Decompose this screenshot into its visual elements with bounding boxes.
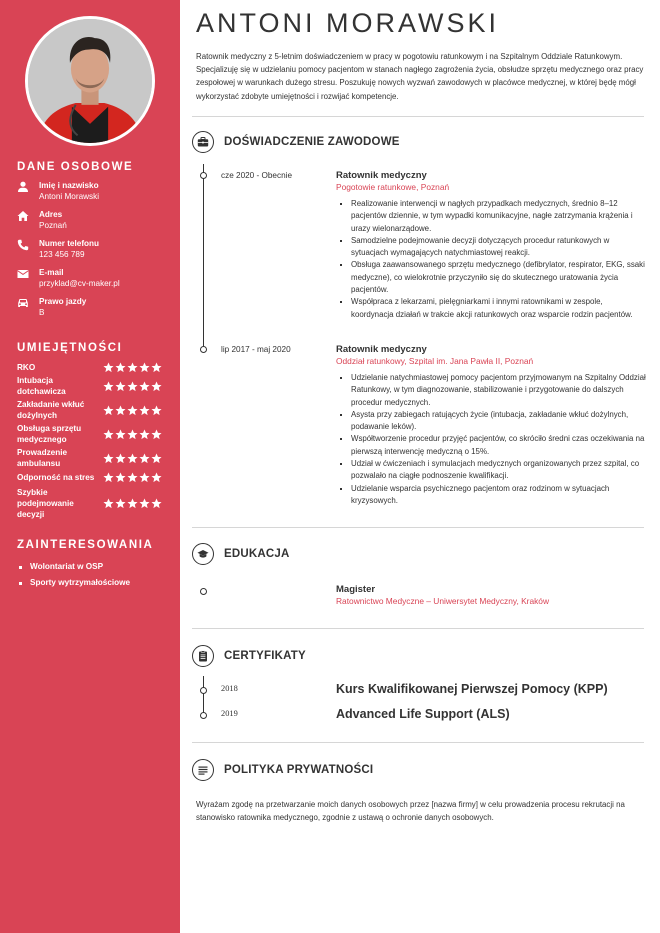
star-filled-icon [139, 453, 150, 464]
person-icon [17, 181, 39, 193]
job-entry [336, 170, 646, 321]
personal-data-list [17, 180, 177, 325]
skill-label: RKO [17, 362, 36, 372]
profile-photo [25, 16, 155, 146]
skill-item [17, 398, 162, 422]
personal-data-heading: DANE OSOBOWE [17, 161, 134, 173]
clipboard-icon [192, 645, 214, 667]
star-filled-icon [139, 381, 150, 392]
skill-item [17, 360, 162, 374]
star-filled-icon [103, 498, 114, 509]
interests-list [17, 559, 130, 591]
interest-item [17, 559, 130, 575]
main-content [180, 0, 660, 933]
briefcase-icon [192, 131, 214, 153]
education-degree: Magister [336, 584, 376, 595]
envelope-icon [17, 268, 39, 280]
education-title: EDUKACJA [224, 548, 290, 560]
job-bullet: Udzielanie natychmiastowej pomocy pacjentom przyjmowanym na Szpitalny Oddział Ratunkowy, w tym diagnozowanie, stabilizowanie i przygotowanie do dalszych procedur medycznych. [336, 372, 646, 409]
interest-label: Wolontariat w OSP [30, 562, 104, 571]
job-bullet: Udzielanie wsparcia psychicznego pacjentom oraz rodzinom w sytuacjach kryzysowych. [336, 483, 646, 508]
star-filled-icon [127, 498, 138, 509]
star-filled-icon [115, 453, 126, 464]
divider [192, 527, 644, 528]
education-school: Ratownictwo Medyczne – Uniwersytet Medyczny, Kraków [336, 596, 550, 606]
star-filled-icon [151, 472, 162, 483]
star-filled-icon [139, 472, 150, 483]
job-bullet: Obsługa zaawansowanego sprzętu medycznego (defibrylator, respirator, EKG, ssaki medyczne), co wielokrotnie przyczyniło się do skutecznego uratowania życia pacjentów. [336, 259, 646, 296]
personal-data-label: Imię i nazwisko [39, 181, 99, 190]
certificate-title: Kurs Kwalifikowanej Pierwszej Pomocy (KPP) [336, 682, 608, 696]
job-bullets [336, 198, 646, 321]
star-filled-icon [151, 381, 162, 392]
skill-rating [103, 472, 162, 483]
job-title: Ratownik medyczny [336, 344, 427, 355]
interests-heading: ZAINTERESOWANIA [17, 539, 154, 551]
star-filled-icon [115, 362, 126, 373]
job-bullet: Udział w ćwiczeniach i symulacjach medycznych organizowanych przez szpital, co pozwalało na ciągłe podnoszenie kwalifikacji. [336, 458, 646, 483]
timeline-node [200, 712, 207, 719]
personal-data-value: Antoni Morawski [39, 192, 100, 201]
skill-item [17, 485, 162, 521]
skill-rating [103, 405, 162, 416]
star-filled-icon [103, 381, 114, 392]
divider [192, 628, 644, 629]
skills-heading: UMIEJĘTNOŚCI [17, 342, 123, 354]
personal-data-value: Poznań [39, 221, 67, 230]
certificate-year: 2019 [221, 709, 238, 718]
job-dates: cze 2020 - Obecnie [221, 171, 293, 180]
bullet-icon [19, 566, 22, 569]
star-filled-icon [115, 429, 126, 440]
timeline-line [203, 164, 204, 346]
star-filled-icon [127, 453, 138, 464]
star-filled-icon [103, 453, 114, 464]
sidebar [0, 0, 180, 933]
timeline-node [200, 172, 207, 179]
skill-rating [103, 381, 162, 392]
personal-data-value: B [39, 308, 45, 317]
skill-label: Obsługa sprzętu medycznego [17, 424, 82, 444]
timeline-node [200, 346, 207, 353]
star-filled-icon [151, 498, 162, 509]
job-bullet: Asysta przy zabiegach ratujących życie (intubacja, zakładanie wkłuć dożylnych, podawanie leków). [336, 409, 646, 434]
interest-label: Sporty wytrzymałościowe [30, 578, 131, 587]
experience-section-header [192, 131, 400, 153]
job-bullet: Współtworzenie procedur przyjęć pacjentów, co skróciło średni czas oczekiwania na pierwszą interwencję medyczną o 15%. [336, 433, 646, 458]
certificate-year: 2018 [221, 684, 238, 693]
profile-summary: Ratownik medyczny z 5-letnim doświadczeniem w pracy w pogotowiu ratunkowym i na Szpitalnym Oddziale Ratunkowym. Specjalizuję się w udzielaniu pomocy pacjentom w stanach nagłego zagrożenia życia, obsłudze sprzętu medycznego oraz pracy zespołowej w warunkach dużego stresu. Poszukuję nowych wyzwań zawodowych w placówce medycznej, w której będę mógł wykorzystać zdobyte umiejętności i rozwijać kompetencje. [196, 52, 644, 101]
skills-list [17, 360, 162, 521]
star-filled-icon [127, 362, 138, 373]
personal-data-phone [17, 238, 177, 267]
job-title: Ratownik medyczny [336, 170, 427, 181]
star-filled-icon [103, 362, 114, 373]
graduation-cap-icon [192, 543, 214, 565]
skill-rating [103, 429, 162, 440]
privacy-section-header [192, 759, 373, 781]
star-filled-icon [139, 429, 150, 440]
privacy-clause: Wyrażam zgodę na przetwarzanie moich danych osobowych przez [nazwa firmy] w celu prowadzenia procesu rekrutacji na stanowisko ratownika medycznego, zgodnie z ustawą o ochronie danych osobowych. [196, 800, 625, 823]
interest-item [17, 575, 130, 591]
personal-data-value: przyklad@cv-maker.pl [39, 279, 120, 288]
certificates-section-header [192, 645, 306, 667]
job-organization: Oddział ratunkowy, Szpital im. Jana Pawła II, Poznań [336, 356, 534, 366]
personal-data-label: E-mail [39, 268, 64, 277]
skill-item [17, 470, 162, 485]
skill-label: Zakładanie wkłuć dożylnych [17, 400, 85, 420]
star-filled-icon [127, 405, 138, 416]
star-filled-icon [103, 472, 114, 483]
personal-data-label: Adres [39, 210, 63, 219]
job-entry [336, 344, 646, 507]
timeline-node [200, 687, 207, 694]
star-filled-icon [151, 429, 162, 440]
home-icon [17, 210, 39, 222]
star-filled-icon [115, 498, 126, 509]
job-bullet: Współpraca z lekarzami, pielęgniarkami i innymi ratownikami w zespole, koordynacja działań w trakcie akcji ratunkowych oraz wsparcie rodzin pacjentów. [336, 296, 646, 321]
star-filled-icon [115, 405, 126, 416]
star-filled-icon [103, 429, 114, 440]
skill-rating [103, 362, 162, 373]
skill-item [17, 422, 162, 446]
star-filled-icon [115, 381, 126, 392]
education-section-header [192, 543, 290, 565]
divider [192, 116, 644, 117]
education-entry [336, 584, 646, 612]
personal-data-address [17, 209, 177, 238]
job-bullet: Samodzielne podejmowanie decyzji dotyczących procedur ratunkowych w sytuacjach wymagających natychmiastowej reakcji. [336, 235, 646, 260]
star-filled-icon [103, 405, 114, 416]
personal-data-name [17, 180, 177, 209]
star-filled-icon [151, 405, 162, 416]
personal-data-value: 123 456 789 [39, 250, 85, 259]
star-filled-icon [151, 453, 162, 464]
skill-rating [103, 453, 162, 464]
certificates-title: CERTYFIKATY [224, 650, 306, 662]
timeline-line [203, 676, 204, 714]
experience-title: DOŚWIADCZENIE ZAWODOWE [224, 136, 400, 148]
job-bullets [336, 372, 646, 507]
timeline-node [200, 588, 207, 595]
star-filled-icon [127, 429, 138, 440]
star-filled-icon [115, 472, 126, 483]
star-filled-icon [139, 405, 150, 416]
skill-item [17, 374, 162, 398]
skill-label: Intubacja dotchawicza [17, 376, 66, 396]
personal-data-label: Numer telefonu [39, 239, 100, 248]
divider [192, 742, 644, 743]
personal-data-email [17, 267, 177, 296]
personal-data-license [17, 296, 177, 325]
star-filled-icon [127, 472, 138, 483]
phone-icon [17, 239, 39, 251]
star-filled-icon [139, 362, 150, 373]
personal-data-label: Prawo jazdy [39, 297, 87, 306]
text-lines-icon [192, 759, 214, 781]
car-icon [17, 297, 39, 309]
star-filled-icon [127, 381, 138, 392]
skill-label: Prowadzenie ambulansu [17, 448, 68, 468]
privacy-title: POLITYKA PRYWATNOŚCI [224, 764, 374, 776]
star-filled-icon [151, 362, 162, 373]
certificate-title: Advanced Life Support (ALS) [336, 707, 510, 721]
skill-rating [103, 498, 162, 509]
job-dates: lip 2017 - maj 2020 [221, 345, 291, 354]
candidate-name: ANTONI MORAWSKI [196, 8, 500, 38]
profile-photo-illustration [28, 19, 152, 143]
skill-label: Odporność na stres [17, 473, 95, 482]
job-organization: Pogotowie ratunkowe, Poznań [336, 182, 450, 192]
job-bullet: Realizowanie interwencji w nagłych przypadkach medycznych, średnio 8–12 pacjentów dziennie, w tym wypadki komunikacyjne, nagłe zatrzymania krążenia i urazy wielonarządowe. [336, 198, 646, 235]
star-filled-icon [139, 498, 150, 509]
skill-item [17, 446, 162, 470]
bullet-icon [19, 582, 22, 585]
skill-label: Szybkie podejmowanie decyzji [17, 487, 74, 519]
